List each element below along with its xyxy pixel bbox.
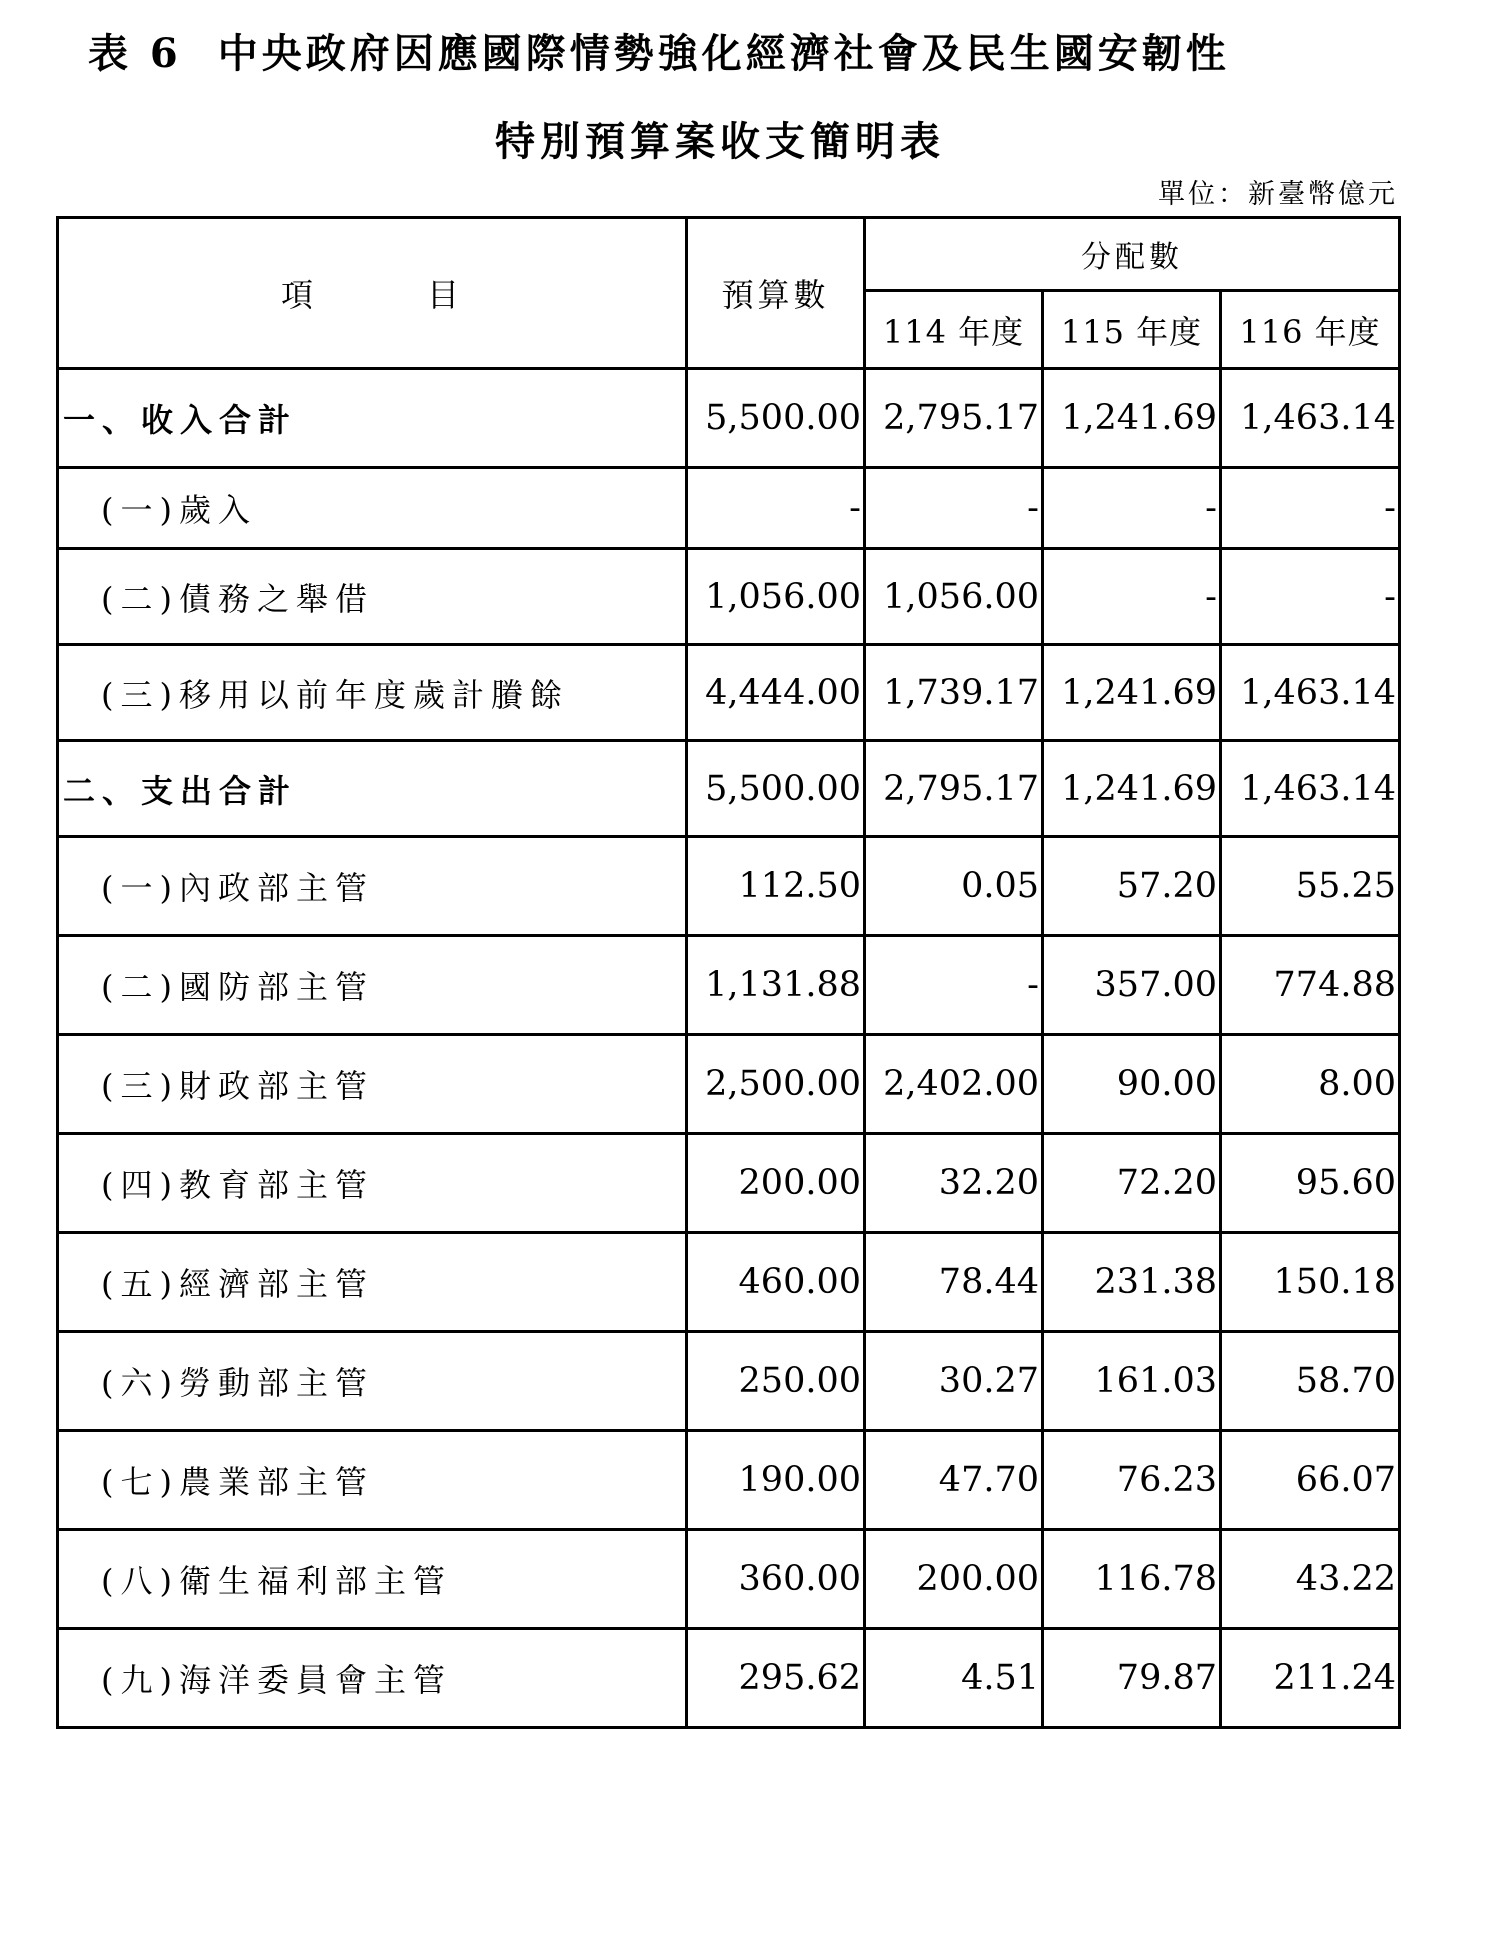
cell-fy115: 1,241.69 (1043, 369, 1221, 468)
cell-fy116: 8.00 (1221, 1035, 1400, 1134)
cell-budget: - (687, 468, 865, 549)
table-row (58, 1332, 1400, 1431)
header-budget: 預算數 (687, 218, 865, 369)
cell-budget: 112.50 (687, 837, 865, 936)
row-label: (五)經濟部主管 (58, 1233, 687, 1332)
cell-fy115: 72.20 (1043, 1134, 1221, 1233)
cell-fy115: 57.20 (1043, 837, 1221, 936)
cell-budget: 5,500.00 (687, 741, 865, 837)
row-label: (二)國防部主管 (58, 936, 687, 1035)
cell-fy115: 1,241.69 (1043, 645, 1221, 741)
cell-fy115: 116.78 (1043, 1530, 1221, 1629)
row-label: (四)教育部主管 (58, 1134, 687, 1233)
cell-fy114: 4.51 (865, 1629, 1043, 1728)
cell-fy114: 47.70 (865, 1431, 1043, 1530)
cell-fy114: 78.44 (865, 1233, 1043, 1332)
cell-fy115: 161.03 (1043, 1332, 1221, 1431)
row-label: (六)勞動部主管 (58, 1332, 687, 1431)
cell-fy114: 32.20 (865, 1134, 1043, 1233)
table-row (58, 645, 1400, 741)
cell-fy116: 1,463.14 (1221, 645, 1400, 741)
cell-fy115: 1,241.69 (1043, 741, 1221, 837)
cell-fy114: 30.27 (865, 1332, 1043, 1431)
row-label: (七)農業部主管 (58, 1431, 687, 1530)
header-allocation: 分配數 (865, 218, 1400, 291)
cell-fy116: 66.07 (1221, 1431, 1400, 1530)
row-label: (三)移用以前年度歲計賸餘 (58, 645, 687, 741)
table-row (58, 1233, 1400, 1332)
row-label: (八)衛生福利部主管 (58, 1530, 687, 1629)
cell-fy114: 1,056.00 (865, 549, 1043, 645)
cell-fy116: 1,463.14 (1221, 741, 1400, 837)
cell-fy116: - (1221, 468, 1400, 549)
cell-fy115: - (1043, 468, 1221, 549)
cell-budget: 360.00 (687, 1530, 865, 1629)
table-title (88, 22, 1230, 79)
row-label: (三)財政部主管 (58, 1035, 687, 1134)
row-label: (九)海洋委員會主管 (58, 1629, 687, 1728)
cell-fy114: 2,795.17 (865, 369, 1043, 468)
cell-fy116: 1,463.14 (1221, 369, 1400, 468)
row-label: (二)債務之舉借 (58, 549, 687, 645)
cell-fy114: 0.05 (865, 837, 1043, 936)
table-row (58, 837, 1400, 936)
table-row (58, 1629, 1400, 1728)
cell-fy114: 2,795.17 (865, 741, 1043, 837)
cell-fy114: - (865, 936, 1043, 1035)
cell-fy114: 2,402.00 (865, 1035, 1043, 1134)
cell-fy116: 95.60 (1221, 1134, 1400, 1233)
cell-budget: 200.00 (687, 1134, 865, 1233)
cell-budget: 1,056.00 (687, 549, 865, 645)
row-label-total: 二、支出合計 (58, 741, 687, 837)
cell-budget: 460.00 (687, 1233, 865, 1332)
table-number: 表 6 (88, 30, 182, 77)
cell-fy116: 211.24 (1221, 1629, 1400, 1728)
cell-fy115: - (1043, 549, 1221, 645)
cell-fy115: 90.00 (1043, 1035, 1221, 1134)
header-year-116: 116 年度 (1221, 291, 1400, 369)
header-year-114: 114 年度 (865, 291, 1043, 369)
table-row (58, 741, 1400, 837)
header-item: 項 目 (58, 218, 687, 369)
cell-fy114: 1,739.17 (865, 645, 1043, 741)
cell-budget: 250.00 (687, 1332, 865, 1431)
table-row (58, 468, 1400, 549)
cell-fy116: - (1221, 549, 1400, 645)
cell-fy116: 150.18 (1221, 1233, 1400, 1332)
header-year-115: 115 年度 (1043, 291, 1221, 369)
cell-fy115: 357.00 (1043, 936, 1221, 1035)
cell-fy115: 76.23 (1043, 1431, 1221, 1530)
table-subtitle: 特別預算案收支簡明表 (495, 118, 945, 165)
cell-budget: 1,131.88 (687, 936, 865, 1035)
cell-fy116: 43.22 (1221, 1530, 1400, 1629)
table-row (58, 549, 1400, 645)
cell-fy116: 58.70 (1221, 1332, 1400, 1431)
cell-budget: 4,444.00 (687, 645, 865, 741)
table-title-line1: 中央政府因應國際情勢強化經濟社會及民生國安韌性 (217, 30, 1230, 77)
cell-budget: 190.00 (687, 1431, 865, 1530)
cell-fy116: 774.88 (1221, 936, 1400, 1035)
cell-fy114: 200.00 (865, 1530, 1043, 1629)
table-row (58, 369, 1400, 468)
cell-budget: 295.62 (687, 1629, 865, 1728)
row-label-total: 一、收入合計 (58, 369, 687, 468)
row-label: (一)歲入 (58, 468, 687, 549)
cell-fy116: 55.25 (1221, 837, 1400, 936)
row-label: (一)內政部主管 (58, 837, 687, 936)
table-row (58, 1035, 1400, 1134)
cell-fy115: 231.38 (1043, 1233, 1221, 1332)
cell-budget: 2,500.00 (687, 1035, 865, 1134)
table-row (58, 1134, 1400, 1233)
table-row (58, 936, 1400, 1035)
budget-table (56, 216, 1401, 1729)
cell-fy114: - (865, 468, 1043, 549)
unit-note: 單位：新臺幣億元 (1158, 179, 1398, 210)
table-row (58, 1530, 1400, 1629)
cell-budget: 5,500.00 (687, 369, 865, 468)
cell-fy115: 79.87 (1043, 1629, 1221, 1728)
table-row (58, 1431, 1400, 1530)
